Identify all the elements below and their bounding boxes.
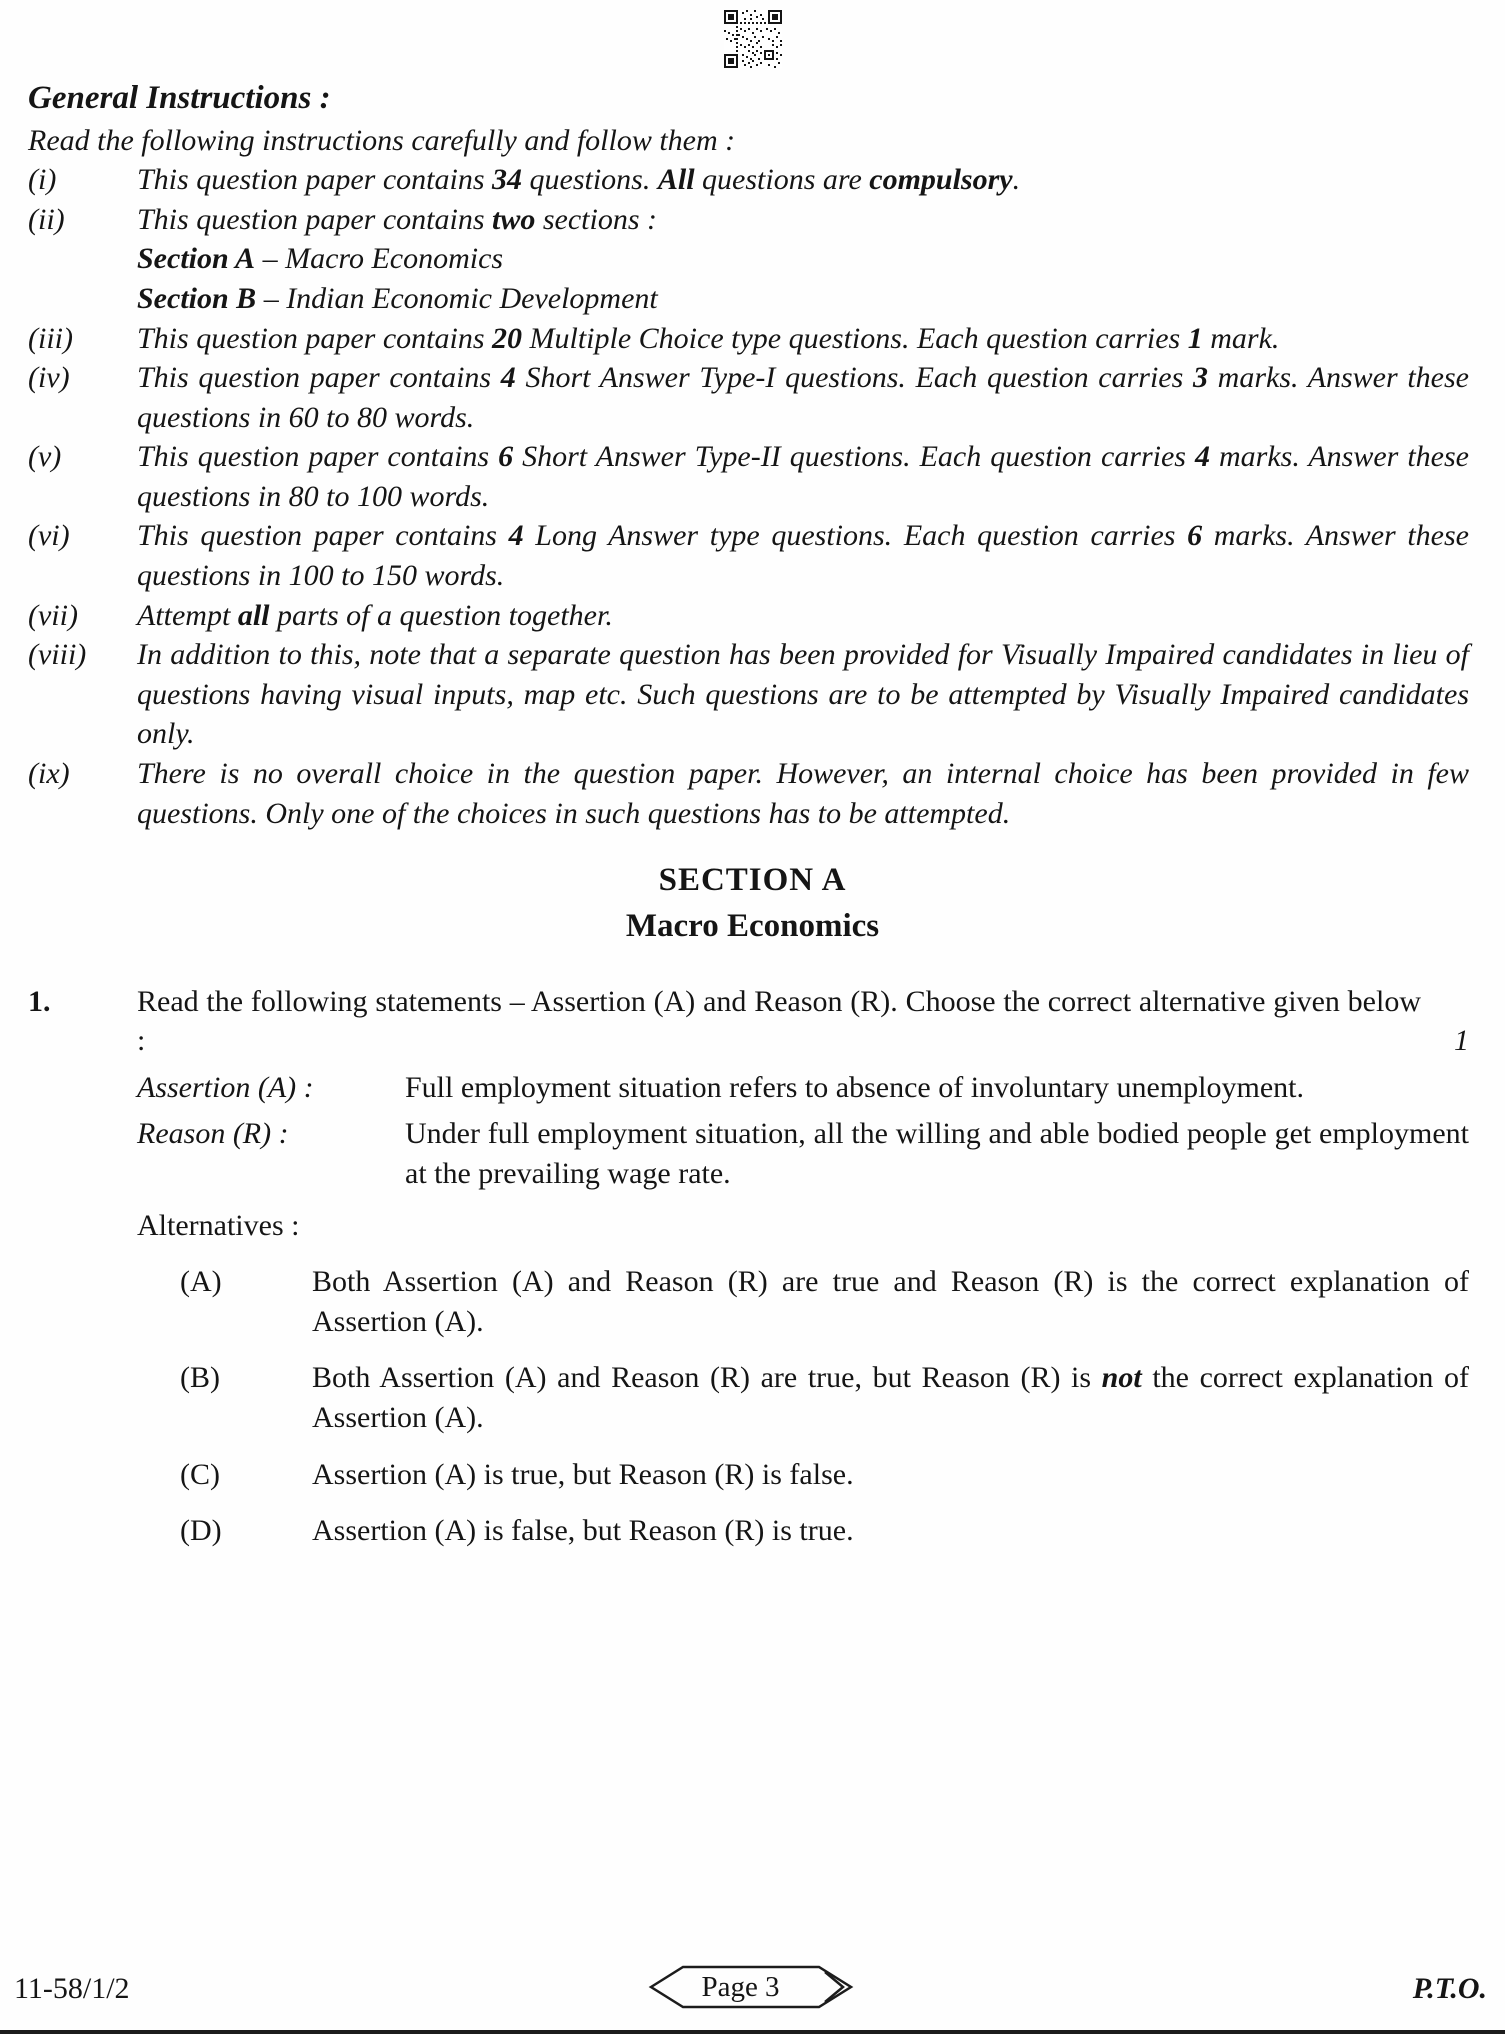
instruction-section-b-line [28,279,1469,319]
alternatives-label: Alternatives : [137,1208,300,1242]
question-1-header [28,982,1469,1061]
option-label: (B) [180,1361,220,1395]
instruction-text: This question paper contains 34 questions. All questions are compulsory. [137,163,1021,197]
instruction-item-i [28,160,1469,200]
instruction-label [28,239,137,279]
option-text: Both Assertion (A) and Reason (R) are true and Reason (R) is the correct explanation of Assertion (A). [312,1265,1469,1338]
general-instructions-title: General Instructions : [28,80,331,116]
instruction-label: (v) [28,440,62,474]
page-number: Page 3 [701,1970,780,2003]
instruction-item-v [28,437,1469,516]
question-1 [28,982,1469,1551]
option-d [180,1511,1469,1551]
section-title: SECTION A [658,862,847,899]
instruction-label: (viii) [28,638,87,672]
qr-code-container [0,0,1505,74]
instruction-item-ix [28,754,1469,833]
general-instructions [0,74,1505,833]
reason-row [137,1114,1469,1193]
instruction-text: This question paper contains 4 Short Answer Type-I questions. Each question carries 3 marks. Answer these questions in 60 to 80 words. [137,361,1469,434]
section-heading [0,857,1505,949]
question-marks: 1 [1454,1024,1469,1058]
instruction-text: Section A – Macro Economics [137,242,504,276]
assertion-text: Full employment situation refers to absence of involuntary unemployment. [405,1070,1304,1104]
question-text: Read the following statements – Assertion (A) and Reason (R). Choose the correct alternative given below : [137,984,1421,1058]
instruction-item-ii [28,200,1469,240]
instruction-label: (ii) [28,202,65,236]
instruction-text: This question paper contains 20 Multiple Choice type questions. Each question carries 1 mark. [137,321,1280,355]
option-a [180,1262,1469,1341]
instruction-text: In addition to this, note that a separate question has been provided for Visually Impaired candidates in lieu of questions having visual inputs, map etc. Such questions are to be attempted by Visually Impaired candidates only. [137,638,1469,751]
section-subtitle: Macro Economics [625,908,880,945]
instruction-text: There is no overall choice in the question paper. However, an internal choice has been provided in few questions. Only one of the choices in such questions has to be attempted. [137,757,1469,830]
instruction-text: This question paper contains 4 Long Answer type questions. Each question carries 6 marks. Answer these questions in 100 to 150 words. [137,519,1469,593]
instruction-label: (vi) [28,519,70,553]
option-c [180,1455,1469,1495]
instruction-label: (iii) [28,321,73,355]
instruction-label [28,279,137,319]
instruction-label: (ix) [28,757,70,791]
instruction-text: This question paper contains two sections : [137,202,658,236]
instruction-label: (iv) [28,361,70,395]
instruction-text: Section B – Indian Economic Development [137,281,658,315]
bottom-edge-rule [0,2030,1505,2034]
option-label: (C) [180,1457,220,1491]
assertion-label: Assertion (A) : [137,1070,314,1104]
assertion-row [137,1068,1469,1108]
qr-code-icon [724,10,782,68]
option-text: Both Assertion (A) and Reason (R) are true, but Reason (R) is not the correct explanation of Assertion (A). [312,1361,1469,1434]
option-text: Assertion (A) is true, but Reason (R) is false. [312,1457,854,1491]
instruction-label: (vii) [28,598,78,632]
option-label: (D) [180,1514,222,1548]
instruction-item-vi [28,516,1469,595]
reason-label: Reason (R) : [137,1117,289,1151]
option-b [180,1358,1469,1437]
question-number: 1. [28,984,51,1018]
instruction-item-viii [28,635,1469,754]
page-footer [14,1958,1487,2012]
instruction-text: Attempt all parts of a question together. [137,598,613,632]
instruction-section-a-line [28,239,1469,279]
instruction-text: This question paper contains 6 Short Answer Type-II questions. Each question carries 4 marks. Answer these questions in 80 to 100 words. [137,440,1469,513]
option-text: Assertion (A) is false, but Reason (R) is true. [312,1514,854,1548]
option-label: (A) [180,1265,222,1299]
pto-label: P.T.O. [1412,1972,1487,2005]
general-instructions-subtitle: Read the following instructions carefully and follow them : [28,123,736,157]
instruction-label: (i) [28,163,57,197]
page-number-badge [635,1962,867,2012]
paper-code: 11-58/1/2 [14,1972,130,2005]
instruction-item-vii [28,596,1469,636]
instruction-item-iii [28,319,1469,359]
reason-text: Under full employment situation, all the willing and able bodied people get employment at the prevailing wage rate. [405,1117,1469,1190]
instruction-item-iv [28,358,1469,437]
